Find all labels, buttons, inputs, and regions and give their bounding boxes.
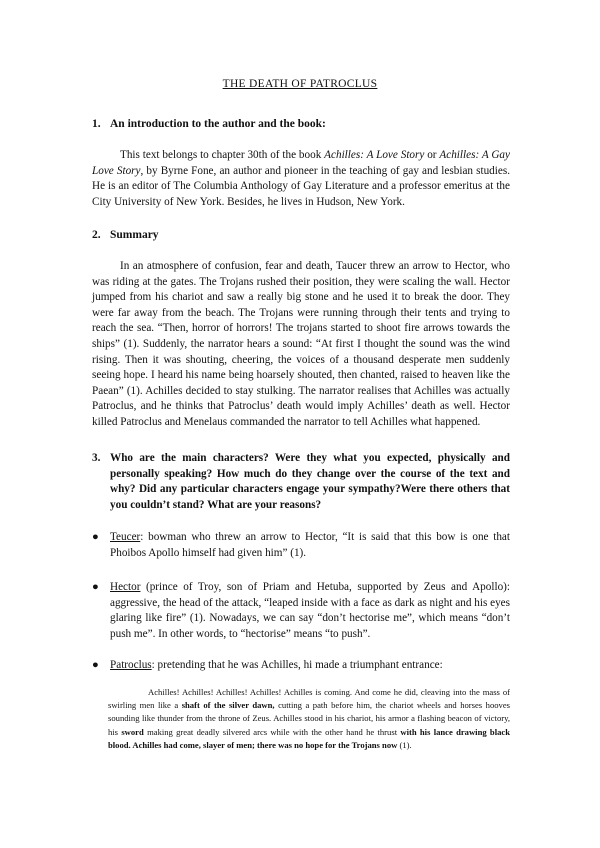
section-heading-introduction	[92, 118, 326, 130]
section-title: Summary	[110, 229, 159, 241]
intro-text-1: This text belongs to chapter 30th of the book	[120, 149, 325, 161]
book-title-2: Achilles: A Gay Love Story	[92, 149, 510, 177]
intro-text-2: or	[424, 149, 440, 161]
section-title: An introduction to the author and the book:	[110, 118, 326, 130]
quote-bold-2: sword	[121, 726, 144, 737]
section-heading-summary	[92, 229, 159, 241]
bullet-icon: ●	[92, 581, 99, 593]
summary-text: In an atmosphere of confusion, fear and death, Taucer threw an arrow to Hector, who was riding at the gates. The Trojans rushed their position, they were scaling the wall. Hector jumped from his chariot and saw a really big stone and he used it to break the door. They were far away from the beach. The Trojans were running through their tents and trying to reach the sea. “Then, horror of horrors! The trojans started to shoot fire arrows towards the ships” (1). Suddenly, the narrator hears a sound: “At first I thought the sound was the wind rising. Then it was shouting, cheering, the voices of a thousand desperate men suddenly seeing hope. I heard his name being hoarsely shouted, then chanted, raised to heaven like the Paean” (1). Achilles decided to stay stulking. The narrator realises that Achilles was actually Patroclus, and he thinks that Patroclus’ death would imply Achilles’ death as well. Hector killed Patroclus and Menelaus commanded the narrator to tell Achilles what happened.	[92, 260, 510, 428]
character-item-hector	[92, 580, 510, 642]
character-name: Teucer	[110, 531, 141, 543]
quote-text-4: (1).	[397, 739, 412, 750]
character-description: (prince of Troy, son of Priam and Hetuba, supported by Zeus and Apollo): aggressive, the head of the attack, “leaped inside with a face as dark as night and his eyes glaring like fire” (1). Nowadays, we can say “don’t hectorise me”, which means “don’t push me”. In other words, to “hectorise” means “to push”.	[110, 581, 510, 640]
bullet-icon: ●	[92, 531, 99, 543]
quote-text-2: cutting a path before him, the chariot wheels and horses hooves sounding like thunder from the throne of Zeus. Achilles stood in his chariot, his armor a flashing beacon of victory, his	[108, 700, 511, 737]
character-name: Patroclus	[110, 659, 152, 671]
character-description: : pretending that he was Achilles, hi made a triumphant entrance:	[151, 659, 443, 671]
book-title-1: Achilles: A Love Story	[324, 149, 425, 161]
quote-bold-1: shaft of the silver dawn,	[181, 700, 275, 711]
character-item-teucer	[92, 530, 510, 561]
bullet-icon: ●	[92, 659, 99, 671]
title-text: THE DEATH OF PATROCLUS	[222, 78, 378, 90]
summary-paragraph	[92, 259, 510, 431]
section-number: 3.	[92, 452, 101, 464]
character-name: Hector	[110, 581, 141, 593]
section-number: 2.	[92, 229, 101, 241]
intro-text-3: , by Byrne Fone, an author and pioneer in the teaching of gay and lesbian studies. He is an editor of The Columbia Anthology of Gay Literature and a professor emeritus at the City University of New York. Besides, he lives in Hudson, New York.	[92, 164, 510, 208]
section-question-characters	[92, 451, 510, 513]
document-title	[0, 78, 600, 90]
section-number: 1.	[92, 118, 101, 130]
quote-bold-3: with his lance drawing black blood. Achilles had come, slayer of men; there was no hope for the Trojans now	[108, 726, 510, 750]
introduction-paragraph	[92, 148, 510, 210]
character-item-patroclus	[92, 658, 510, 674]
question-text: Who are the main characters? Were they what you expected, physically and personally speaking? How much do they change over the course of the text and why? Did any particular characters engage your sympathy?Were there others that you couldn’t stand? What are your reasons?	[110, 452, 510, 511]
quote-text-3: making great deadly silvered arcs while with the other hand he thrust	[143, 726, 401, 737]
block-quote	[108, 686, 510, 752]
quote-text-1: Achilles! Achilles! Achilles! Achilles! Achilles is coming. And come he did, cleaving into the mass of swirling men like a	[108, 687, 510, 711]
character-description: : bowman who threw an arrow to Hector, “It is said that this bow is one that Phoibos Apollo himself had given him” (1).	[110, 531, 510, 559]
